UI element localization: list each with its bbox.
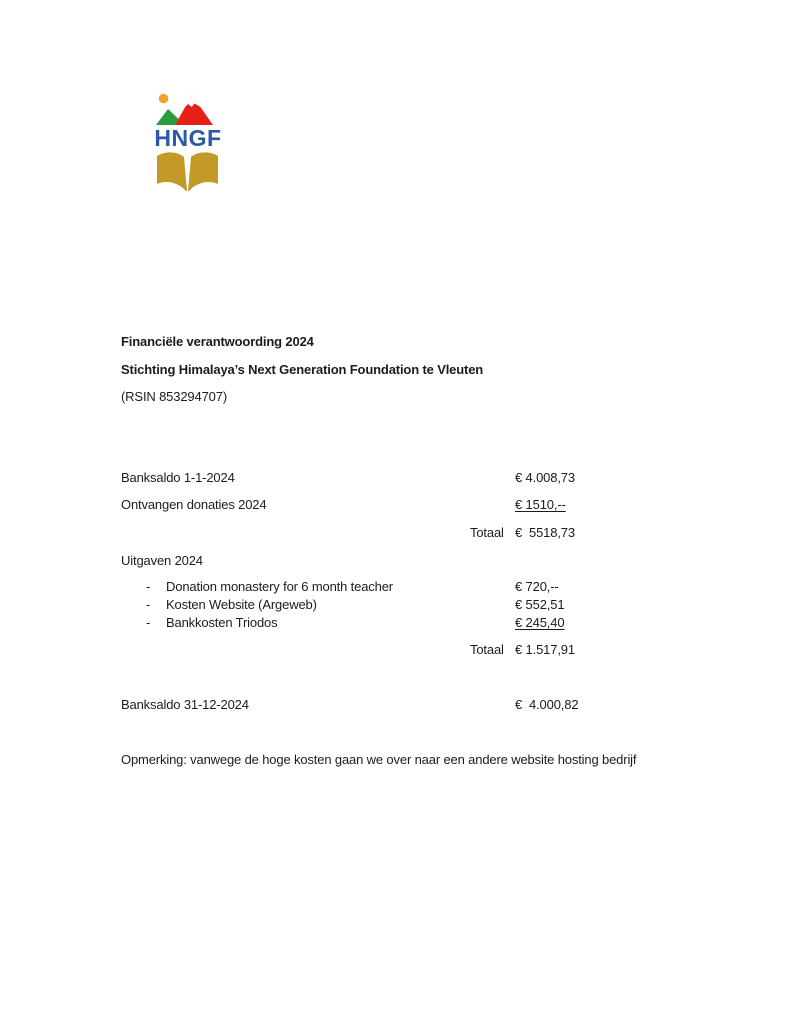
book-left-page-icon: [157, 152, 187, 191]
bullet-dash: -: [146, 615, 151, 630]
sun-icon: [159, 94, 169, 104]
logo-acronym: HNGF: [154, 125, 222, 151]
row-expense-3: [0, 615, 791, 633]
hngf-logo: [153, 90, 223, 200]
expense-label: Kosten Website (Argeweb): [166, 597, 317, 612]
donations-amount: € 1510,--: [515, 497, 566, 512]
expense-amount: € 245,40: [515, 615, 565, 630]
rsin-line: (RSIN 853294707): [121, 389, 227, 404]
row-expense-2: [0, 597, 791, 615]
row-expenses-total: [0, 642, 791, 660]
subtotal-label: Totaal: [470, 525, 504, 540]
closing-balance-amount: € 4.000,82: [515, 697, 579, 712]
expense-amount: € 720,--: [515, 579, 559, 594]
opening-balance-amount: € 4.008,73: [515, 470, 575, 485]
expenses-total-amount: € 1.517,91: [515, 642, 575, 657]
row-closing-balance: [0, 697, 791, 715]
expense-label: Bankkosten Triodos: [166, 615, 278, 630]
opening-balance-label: Banksaldo 1-1-2024: [121, 470, 235, 485]
expenses-total-label: Totaal: [470, 642, 504, 657]
donations-label: Ontvangen donaties 2024: [121, 497, 267, 512]
book-right-page-icon: [188, 152, 218, 191]
closing-balance-label: Banksaldo 31-12-2024: [121, 697, 249, 712]
bullet-dash: -: [146, 597, 151, 612]
expenses-heading: Uitgaven 2024: [121, 553, 203, 568]
remark-line: Opmerking: vanwege de hoge kosten gaan we over naar een andere website hosting bedrijf: [121, 752, 637, 767]
expense-amount: € 552,51: [515, 597, 565, 612]
row-donations: [0, 497, 791, 515]
doc-subtitle: Stichting Himalaya’s Next Generation Foundation te Vleuten: [121, 362, 484, 377]
row-opening-balance: [0, 470, 791, 488]
row-subtotal: [0, 525, 791, 543]
bullet-dash: -: [146, 579, 151, 594]
row-expense-1: [0, 579, 791, 597]
doc-title: Financiële verantwoording 2024: [121, 334, 314, 349]
subtotal-amount: € 5518,73: [515, 525, 575, 540]
expense-label: Donation monastery for 6 month teacher: [166, 579, 393, 594]
